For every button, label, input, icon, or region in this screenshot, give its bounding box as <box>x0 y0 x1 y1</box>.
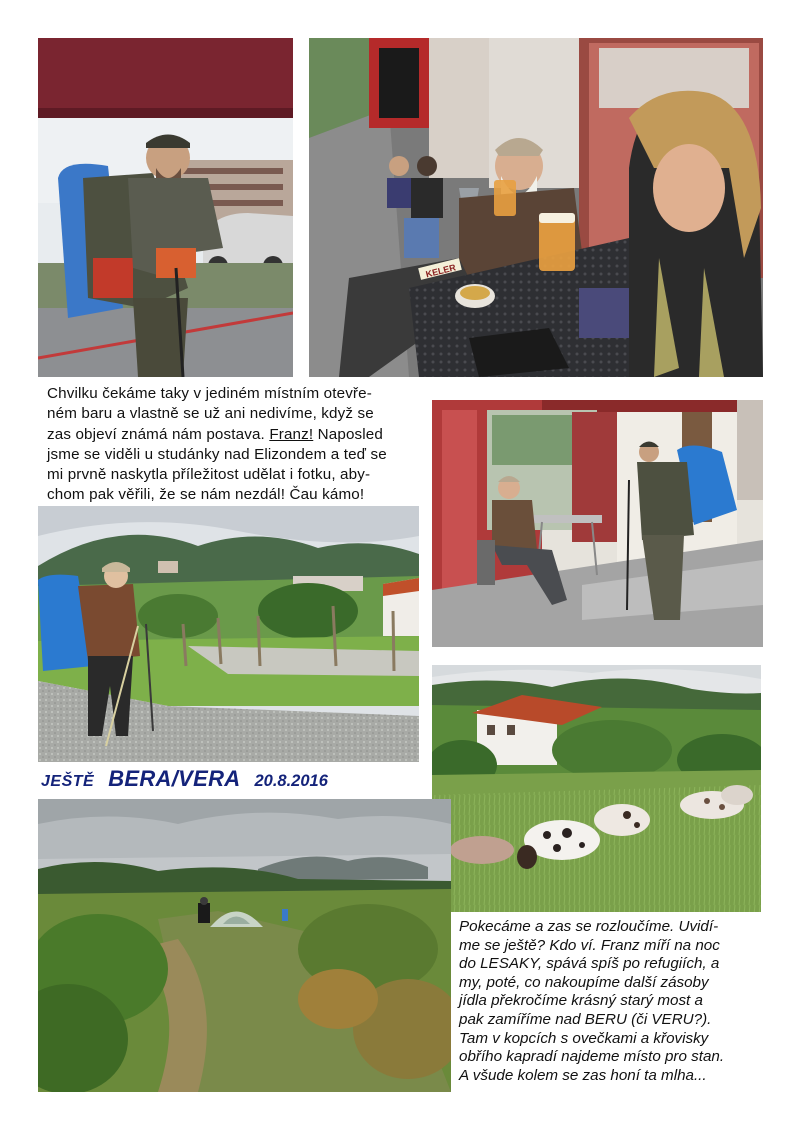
photo-tent-in-ferns <box>38 799 451 1092</box>
bar-story-caption <box>47 384 429 506</box>
title-place: BERA/VERA <box>108 766 241 791</box>
table-sign-text: KELER <box>424 262 457 280</box>
caption-line: Naposled <box>313 425 384 443</box>
photo-hiker-green-hills <box>38 506 419 762</box>
photo-bar-exterior-franz <box>432 400 763 647</box>
caption-line: do LESAKY, spává spíš po refugiích, a <box>459 955 720 973</box>
caption-line: mi prvně naskytla příležitost udělat i fotku, aby- <box>47 466 371 484</box>
photo-field-ponies <box>432 665 761 912</box>
caption-line: jsme se viděli u studánky nad Elizondem a teď se <box>47 445 387 463</box>
caption-line: jídla překročíme krásný starý most a <box>459 992 703 1010</box>
section-title <box>41 766 421 792</box>
caption-line: Pokecáme a zas se rozloučíme. Uvidí- <box>459 918 719 935</box>
caption-line: zas objeví známá nám postava. <box>47 425 265 443</box>
farewell-caption <box>459 918 771 1085</box>
caption-line: me se ještě? Kdo ví. Franz míří na noc <box>459 936 720 954</box>
photo-hiker-under-awning <box>38 38 293 377</box>
franz-name: Franz! <box>269 425 314 443</box>
caption-line: A všude kolem se zas honí ta mlha... <box>459 1066 707 1084</box>
caption-line: chom pak věřili, že se nám nezdál! Čau kámo! <box>47 486 365 504</box>
caption-line: obřího kapradí najdeme místo pro stan. <box>459 1048 725 1066</box>
title-prefix: JEŠTĚ <box>41 773 95 790</box>
caption-line: ném baru a vlastně se už ani nedivíme, když se <box>47 405 374 423</box>
caption-line: my, poté, co nakoupíme další zásoby <box>459 973 709 991</box>
caption-line: Tam v kopcích s ovečkami a křovisky <box>459 1029 709 1047</box>
caption-line: Chvilku čekáme taky v jediném místním otevře- <box>47 385 372 402</box>
caption-line: pak zamíříme nad BERU (či VERU?). <box>459 1010 712 1028</box>
photo-bar-table-beer <box>309 38 763 377</box>
title-date: 20.8.2016 <box>254 772 328 790</box>
